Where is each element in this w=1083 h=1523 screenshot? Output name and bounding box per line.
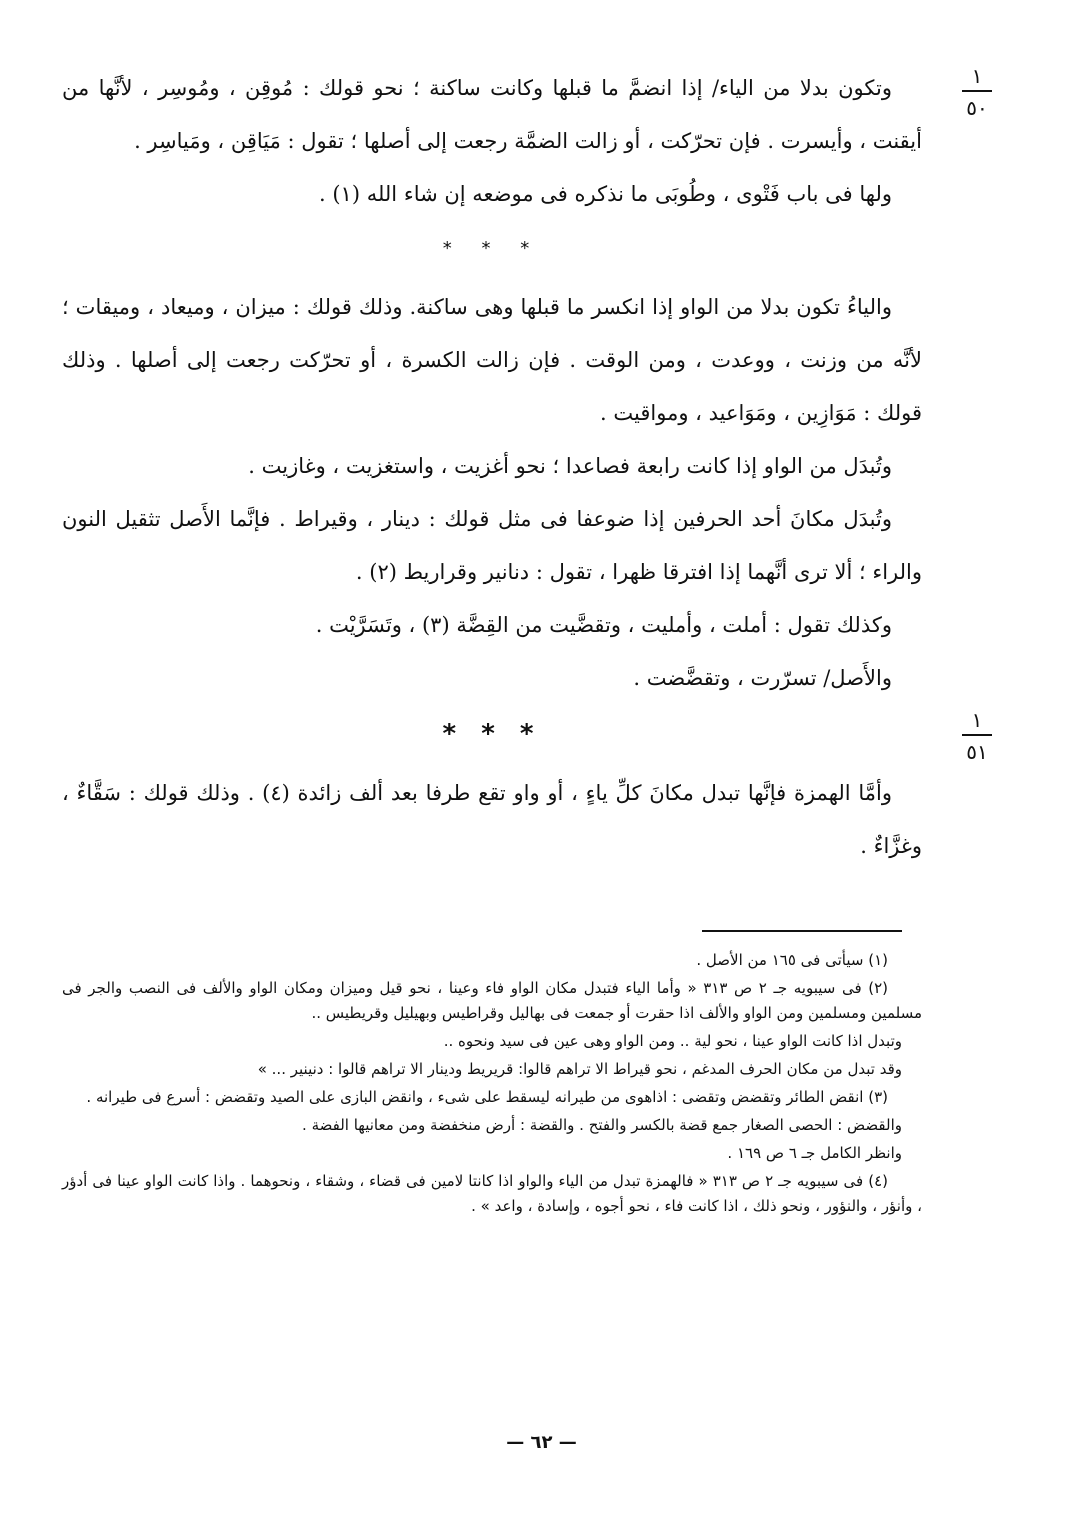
- section-separator: * * *: [442, 238, 542, 259]
- footnote-continuation: وتبدل اذا كانت الواو عينا ، نحو لية .. ومن الواو وهى عين فى سيد ونحوه ..: [443, 1032, 902, 1050]
- paragraph: وأمَّا الهمزة فإنَّها تبدل مكانَ كلِّ ياءٍ ، أو واو تقع طرفا بعد ألف زائدة (٤) . وذلك قولك : سَقَّاءٌ ، وغزَّاءٌ .: [62, 781, 922, 858]
- section-separator: * * *: [442, 719, 542, 749]
- footnote: (٢) فى سيبويه جـ ٢ ص ٣١٣ « وأما الياء فتبدل مكان الواو فاء وعينا ، نحو قيل وميزان ومكان الواو والألف فى النصب والجر فى مسلمين ومسلمين ومن الواو والألف اذا حقرت أو جمعت فى بهاليل وقراطيس وبهيليل وقريطيس ..: [62, 979, 922, 1022]
- margin-note-divider: [962, 90, 992, 92]
- paragraph: وتُبدَل من الواو إذا كانت رابعة فصاعدا ؛ نحو أغزيت ، واستغزيت ، وغازيت .: [248, 454, 892, 478]
- footnote-continuation: وانظر الكامل جـ ٦ ص ١٦٩ .: [727, 1144, 902, 1162]
- footnotes: [62, 948, 922, 1222]
- margin-note-volume: ١: [971, 64, 983, 88]
- margin-note-page: ٥٠: [966, 96, 988, 120]
- footnote-divider: [702, 930, 902, 932]
- page-number: — ٦٢ —: [506, 1432, 577, 1453]
- margin-note-second: [952, 708, 1002, 764]
- paragraph: ولها فى باب فَتْوى ، وطُوبَى ما نذكره فى موضعه إن شاء الله (١) .: [319, 182, 892, 206]
- paragraph: والياءُ تكون بدلا من الواو إذا انكسر ما قبلها وهى ساكنة. وذلك قولك : ميزان ، وميعاد ، وميقات ؛ لأنَّه من وزنت ، ووعدت ، ومن الوقت . فإن زالت الكسرة ، أو تحرّكت رجعت إلى أصلها . وذلك قولك : مَوَازِين ، ومَوَاعيد ، ومواقيت .: [62, 295, 922, 425]
- footnote-continuation: وقد تبدل من مكان الحرف المدغم ، نحو قيراط الا تراهم قالوا: قريريط ودينار الا تراهم قالوا : دنينير ... »: [257, 1060, 902, 1078]
- paragraph: وتكون بدلا من الياء/ إذا انضمَّ ما قبلها وكانت ساكنة ؛ نحو قولك : مُوقِن ، ومُوسِر ، لأنَّها من أيقنت ، وأيسرت . فإن تحرّكت ، أو زالت الضمَّة رجعت إلى أصلها ؛ تقول : مَيَاقِن ، ومَياسِر .: [62, 76, 922, 153]
- margin-note-first: [952, 64, 1002, 120]
- main-text: [62, 62, 922, 873]
- margin-note-page: ٥١: [966, 740, 988, 764]
- footnote-continuation: والقضض : الحصى الصغار جمع قضة بالكسر والفتح . والقضة : أرض منخفضة ومن معانيها الفضة .: [302, 1116, 902, 1134]
- paragraph: وتُبدَل مكانَ أحد الحرفين إذا ضوعفا فى مثل قولك : دينار ، وقيراط . فإنَّما الأَصل تثقيل النون والراء ؛ ألا ترى أنَّهما إذا افترقا ظهرا ، تقول : دنانير وقراريط (٢) .: [62, 507, 922, 584]
- paragraph: وكذلك تقول : أملت ، وأمليت ، وتقضَّيت من القِضَّة (٣) ، وتَسَرَّيْت .: [315, 613, 892, 637]
- margin-note-divider: [962, 734, 992, 736]
- footnote: (١) سيأتى فى ١٦٥ من الأصل .: [696, 951, 888, 969]
- paragraph: والأَصل/ تسرّرت ، وتقضَّضت .: [633, 666, 892, 690]
- footnote: (٤) فى سيبويه جـ ٢ ص ٣١٣ « فالهمزة تبدل من الياء والواو اذا كانتا لامين فى قضاء ، وشقاء ، ونحوهما . واذا كانت الواو عينا فى أدؤر ، وأنؤر ، والنؤور ، ونحو ذلك ، اذا كانت فاء ، نحو أجوه ، وإسادة ، واعد » .: [62, 1172, 922, 1215]
- footnote: (٣) انقض الطائر وتقضض وتقضى : اذاهوى من طيرانه ليسقط على شىء ، وانقض البازى على الصيد وتقضض : أسرع فى طيرانه .: [86, 1088, 888, 1106]
- margin-note-volume: ١: [971, 708, 983, 732]
